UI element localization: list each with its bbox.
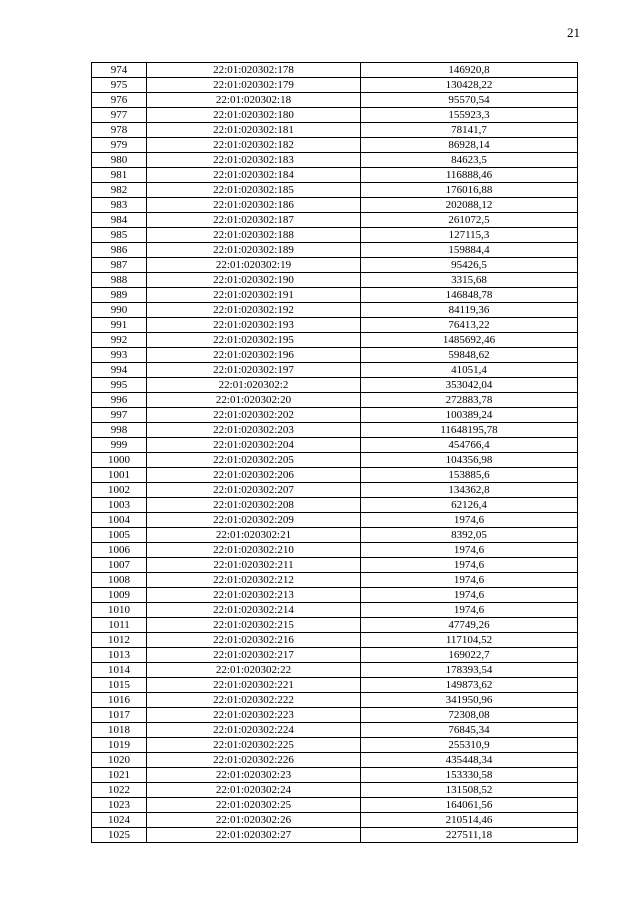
row-number-cell: 1014 xyxy=(92,663,147,678)
value-cell: 41051,4 xyxy=(361,363,578,378)
cadastral-number-cell: 22:01:020302:24 xyxy=(147,783,361,798)
cadastral-value-table xyxy=(91,62,578,843)
row-number-cell: 1003 xyxy=(92,498,147,513)
value-cell: 131508,52 xyxy=(361,783,578,798)
value-cell: 435448,34 xyxy=(361,753,578,768)
table-row xyxy=(92,738,578,753)
table-row xyxy=(92,798,578,813)
cadastral-number-cell: 22:01:020302:195 xyxy=(147,333,361,348)
row-number-cell: 993 xyxy=(92,348,147,363)
table-row xyxy=(92,603,578,618)
table-row xyxy=(92,63,578,78)
cadastral-number-cell: 22:01:020302:184 xyxy=(147,168,361,183)
value-cell: 272883,78 xyxy=(361,393,578,408)
value-cell: 116888,46 xyxy=(361,168,578,183)
cadastral-number-cell: 22:01:020302:193 xyxy=(147,318,361,333)
cadastral-number-cell: 22:01:020302:215 xyxy=(147,618,361,633)
row-number-cell: 1008 xyxy=(92,573,147,588)
row-number-cell: 975 xyxy=(92,78,147,93)
table-row xyxy=(92,108,578,123)
row-number-cell: 1015 xyxy=(92,678,147,693)
row-number-cell: 988 xyxy=(92,273,147,288)
table-row xyxy=(92,588,578,603)
row-number-cell: 1011 xyxy=(92,618,147,633)
row-number-cell: 977 xyxy=(92,108,147,123)
table-row xyxy=(92,183,578,198)
cadastral-number-cell: 22:01:020302:225 xyxy=(147,738,361,753)
value-cell: 3315,68 xyxy=(361,273,578,288)
row-number-cell: 994 xyxy=(92,363,147,378)
table-row xyxy=(92,573,578,588)
value-cell: 454766,4 xyxy=(361,438,578,453)
row-number-cell: 986 xyxy=(92,243,147,258)
cadastral-number-cell: 22:01:020302:25 xyxy=(147,798,361,813)
row-number-cell: 982 xyxy=(92,183,147,198)
value-cell: 153330,58 xyxy=(361,768,578,783)
cadastral-number-cell: 22:01:020302:19 xyxy=(147,258,361,273)
table-row xyxy=(92,168,578,183)
value-cell: 341950,96 xyxy=(361,693,578,708)
table-row xyxy=(92,513,578,528)
table-row xyxy=(92,828,578,843)
table-row xyxy=(92,423,578,438)
cadastral-number-cell: 22:01:020302:226 xyxy=(147,753,361,768)
table-row xyxy=(92,438,578,453)
table-row xyxy=(92,723,578,738)
table-row xyxy=(92,93,578,108)
cadastral-number-cell: 22:01:020302:212 xyxy=(147,573,361,588)
table-row xyxy=(92,693,578,708)
value-cell: 146920,8 xyxy=(361,63,578,78)
cadastral-number-cell: 22:01:020302:181 xyxy=(147,123,361,138)
cadastral-number-cell: 22:01:020302:204 xyxy=(147,438,361,453)
row-number-cell: 1018 xyxy=(92,723,147,738)
row-number-cell: 1025 xyxy=(92,828,147,843)
value-cell: 117104,52 xyxy=(361,633,578,648)
row-number-cell: 1010 xyxy=(92,603,147,618)
page-number: 21 xyxy=(567,25,580,40)
row-number-cell: 990 xyxy=(92,303,147,318)
cadastral-number-cell: 22:01:020302:180 xyxy=(147,108,361,123)
cadastral-number-cell: 22:01:020302:182 xyxy=(147,138,361,153)
value-cell: 47749,26 xyxy=(361,618,578,633)
table-row xyxy=(92,303,578,318)
row-number-cell: 999 xyxy=(92,438,147,453)
row-number-cell: 1009 xyxy=(92,588,147,603)
table-row xyxy=(92,783,578,798)
row-number-cell: 1013 xyxy=(92,648,147,663)
cadastral-number-cell: 22:01:020302:23 xyxy=(147,768,361,783)
row-number-cell: 1023 xyxy=(92,798,147,813)
table-row xyxy=(92,153,578,168)
cadastral-number-cell: 22:01:020302:20 xyxy=(147,393,361,408)
value-cell: 176016,88 xyxy=(361,183,578,198)
table-row xyxy=(92,288,578,303)
value-cell: 1974,6 xyxy=(361,573,578,588)
row-number-cell: 1007 xyxy=(92,558,147,573)
row-number-cell: 980 xyxy=(92,153,147,168)
value-cell: 59848,62 xyxy=(361,348,578,363)
cadastral-number-cell: 22:01:020302:211 xyxy=(147,558,361,573)
cadastral-number-cell: 22:01:020302:187 xyxy=(147,213,361,228)
value-cell: 78141,7 xyxy=(361,123,578,138)
row-number-cell: 991 xyxy=(92,318,147,333)
value-cell: 255310,9 xyxy=(361,738,578,753)
row-number-cell: 1002 xyxy=(92,483,147,498)
value-cell: 134362,8 xyxy=(361,483,578,498)
row-number-cell: 1017 xyxy=(92,708,147,723)
table-row xyxy=(92,618,578,633)
cadastral-number-cell: 22:01:020302:217 xyxy=(147,648,361,663)
table-row xyxy=(92,348,578,363)
row-number-cell: 1016 xyxy=(92,693,147,708)
cadastral-number-cell: 22:01:020302:189 xyxy=(147,243,361,258)
row-number-cell: 978 xyxy=(92,123,147,138)
value-cell: 1974,6 xyxy=(361,603,578,618)
row-number-cell: 981 xyxy=(92,168,147,183)
table-row xyxy=(92,228,578,243)
row-number-cell: 987 xyxy=(92,258,147,273)
row-number-cell: 1024 xyxy=(92,813,147,828)
cadastral-number-cell: 22:01:020302:185 xyxy=(147,183,361,198)
table-row xyxy=(92,678,578,693)
value-cell: 62126,4 xyxy=(361,498,578,513)
row-number-cell: 998 xyxy=(92,423,147,438)
cadastral-number-cell: 22:01:020302:183 xyxy=(147,153,361,168)
table-row xyxy=(92,258,578,273)
value-cell: 149873,62 xyxy=(361,678,578,693)
row-number-cell: 1005 xyxy=(92,528,147,543)
cadastral-number-cell: 22:01:020302:209 xyxy=(147,513,361,528)
table-row xyxy=(92,768,578,783)
value-cell: 227511,18 xyxy=(361,828,578,843)
value-cell: 164061,56 xyxy=(361,798,578,813)
value-cell: 261072,5 xyxy=(361,213,578,228)
value-cell: 72308,08 xyxy=(361,708,578,723)
row-number-cell: 989 xyxy=(92,288,147,303)
table-body xyxy=(92,63,578,843)
row-number-cell: 1019 xyxy=(92,738,147,753)
value-cell: 210514,46 xyxy=(361,813,578,828)
row-number-cell: 976 xyxy=(92,93,147,108)
table-row xyxy=(92,243,578,258)
value-cell: 11648195,78 xyxy=(361,423,578,438)
cadastral-number-cell: 22:01:020302:188 xyxy=(147,228,361,243)
cadastral-number-cell: 22:01:020302:191 xyxy=(147,288,361,303)
row-number-cell: 995 xyxy=(92,378,147,393)
table-row xyxy=(92,753,578,768)
cadastral-number-cell: 22:01:020302:202 xyxy=(147,408,361,423)
value-cell: 127115,3 xyxy=(361,228,578,243)
value-cell: 1974,6 xyxy=(361,588,578,603)
table-row xyxy=(92,648,578,663)
cadastral-number-cell: 22:01:020302:203 xyxy=(147,423,361,438)
cadastral-number-cell: 22:01:020302:22 xyxy=(147,663,361,678)
value-cell: 104356,98 xyxy=(361,453,578,468)
table-row xyxy=(92,558,578,573)
row-number-cell: 997 xyxy=(92,408,147,423)
row-number-cell: 992 xyxy=(92,333,147,348)
cadastral-number-cell: 22:01:020302:224 xyxy=(147,723,361,738)
table-row xyxy=(92,378,578,393)
cadastral-number-cell: 22:01:020302:216 xyxy=(147,633,361,648)
cadastral-number-cell: 22:01:020302:27 xyxy=(147,828,361,843)
table-row xyxy=(92,708,578,723)
row-number-cell: 1006 xyxy=(92,543,147,558)
cadastral-number-cell: 22:01:020302:21 xyxy=(147,528,361,543)
table-row xyxy=(92,333,578,348)
cadastral-number-cell: 22:01:020302:190 xyxy=(147,273,361,288)
cadastral-number-cell: 22:01:020302:2 xyxy=(147,378,361,393)
table-row xyxy=(92,468,578,483)
cadastral-number-cell: 22:01:020302:18 xyxy=(147,93,361,108)
table-row xyxy=(92,528,578,543)
cadastral-number-cell: 22:01:020302:196 xyxy=(147,348,361,363)
cadastral-number-cell: 22:01:020302:186 xyxy=(147,198,361,213)
table-row xyxy=(92,318,578,333)
row-number-cell: 974 xyxy=(92,63,147,78)
row-number-cell: 984 xyxy=(92,213,147,228)
table-row xyxy=(92,78,578,93)
value-cell: 1974,6 xyxy=(361,513,578,528)
table-row xyxy=(92,123,578,138)
row-number-cell: 983 xyxy=(92,198,147,213)
cadastral-number-cell: 22:01:020302:206 xyxy=(147,468,361,483)
row-number-cell: 1000 xyxy=(92,453,147,468)
value-cell: 8392,05 xyxy=(361,528,578,543)
value-cell: 86928,14 xyxy=(361,138,578,153)
table-row xyxy=(92,498,578,513)
value-cell: 153885,6 xyxy=(361,468,578,483)
table-row xyxy=(92,813,578,828)
value-cell: 169022,7 xyxy=(361,648,578,663)
value-cell: 76845,34 xyxy=(361,723,578,738)
value-cell: 159884,4 xyxy=(361,243,578,258)
cadastral-number-cell: 22:01:020302:178 xyxy=(147,63,361,78)
row-number-cell: 1012 xyxy=(92,633,147,648)
value-cell: 353042,04 xyxy=(361,378,578,393)
row-number-cell: 1004 xyxy=(92,513,147,528)
cadastral-number-cell: 22:01:020302:210 xyxy=(147,543,361,558)
value-cell: 202088,12 xyxy=(361,198,578,213)
value-cell: 1974,6 xyxy=(361,558,578,573)
table-row xyxy=(92,408,578,423)
value-cell: 1974,6 xyxy=(361,543,578,558)
value-cell: 130428,22 xyxy=(361,78,578,93)
table-row xyxy=(92,138,578,153)
row-number-cell: 1001 xyxy=(92,468,147,483)
cadastral-number-cell: 22:01:020302:207 xyxy=(147,483,361,498)
value-cell: 155923,3 xyxy=(361,108,578,123)
cadastral-number-cell: 22:01:020302:208 xyxy=(147,498,361,513)
value-cell: 95570,54 xyxy=(361,93,578,108)
row-number-cell: 985 xyxy=(92,228,147,243)
cadastral-number-cell: 22:01:020302:222 xyxy=(147,693,361,708)
cadastral-number-cell: 22:01:020302:205 xyxy=(147,453,361,468)
row-number-cell: 1021 xyxy=(92,768,147,783)
value-cell: 95426,5 xyxy=(361,258,578,273)
table-row xyxy=(92,663,578,678)
value-cell: 1485692,46 xyxy=(361,333,578,348)
table-row xyxy=(92,273,578,288)
value-cell: 84623,5 xyxy=(361,153,578,168)
value-cell: 146848,78 xyxy=(361,288,578,303)
table-row xyxy=(92,543,578,558)
cadastral-number-cell: 22:01:020302:223 xyxy=(147,708,361,723)
cadastral-number-cell: 22:01:020302:26 xyxy=(147,813,361,828)
row-number-cell: 979 xyxy=(92,138,147,153)
row-number-cell: 1022 xyxy=(92,783,147,798)
cadastral-number-cell: 22:01:020302:179 xyxy=(147,78,361,93)
table-row xyxy=(92,363,578,378)
cadastral-number-cell: 22:01:020302:197 xyxy=(147,363,361,378)
row-number-cell: 1020 xyxy=(92,753,147,768)
value-cell: 100389,24 xyxy=(361,408,578,423)
cadastral-number-cell: 22:01:020302:213 xyxy=(147,588,361,603)
cadastral-number-cell: 22:01:020302:221 xyxy=(147,678,361,693)
value-cell: 178393,54 xyxy=(361,663,578,678)
cadastral-number-cell: 22:01:020302:214 xyxy=(147,603,361,618)
table-row xyxy=(92,393,578,408)
table-row xyxy=(92,213,578,228)
value-cell: 84119,36 xyxy=(361,303,578,318)
cadastral-number-cell: 22:01:020302:192 xyxy=(147,303,361,318)
value-cell: 76413,22 xyxy=(361,318,578,333)
table-row xyxy=(92,633,578,648)
table-row xyxy=(92,453,578,468)
table-row xyxy=(92,198,578,213)
row-number-cell: 996 xyxy=(92,393,147,408)
table-row xyxy=(92,483,578,498)
